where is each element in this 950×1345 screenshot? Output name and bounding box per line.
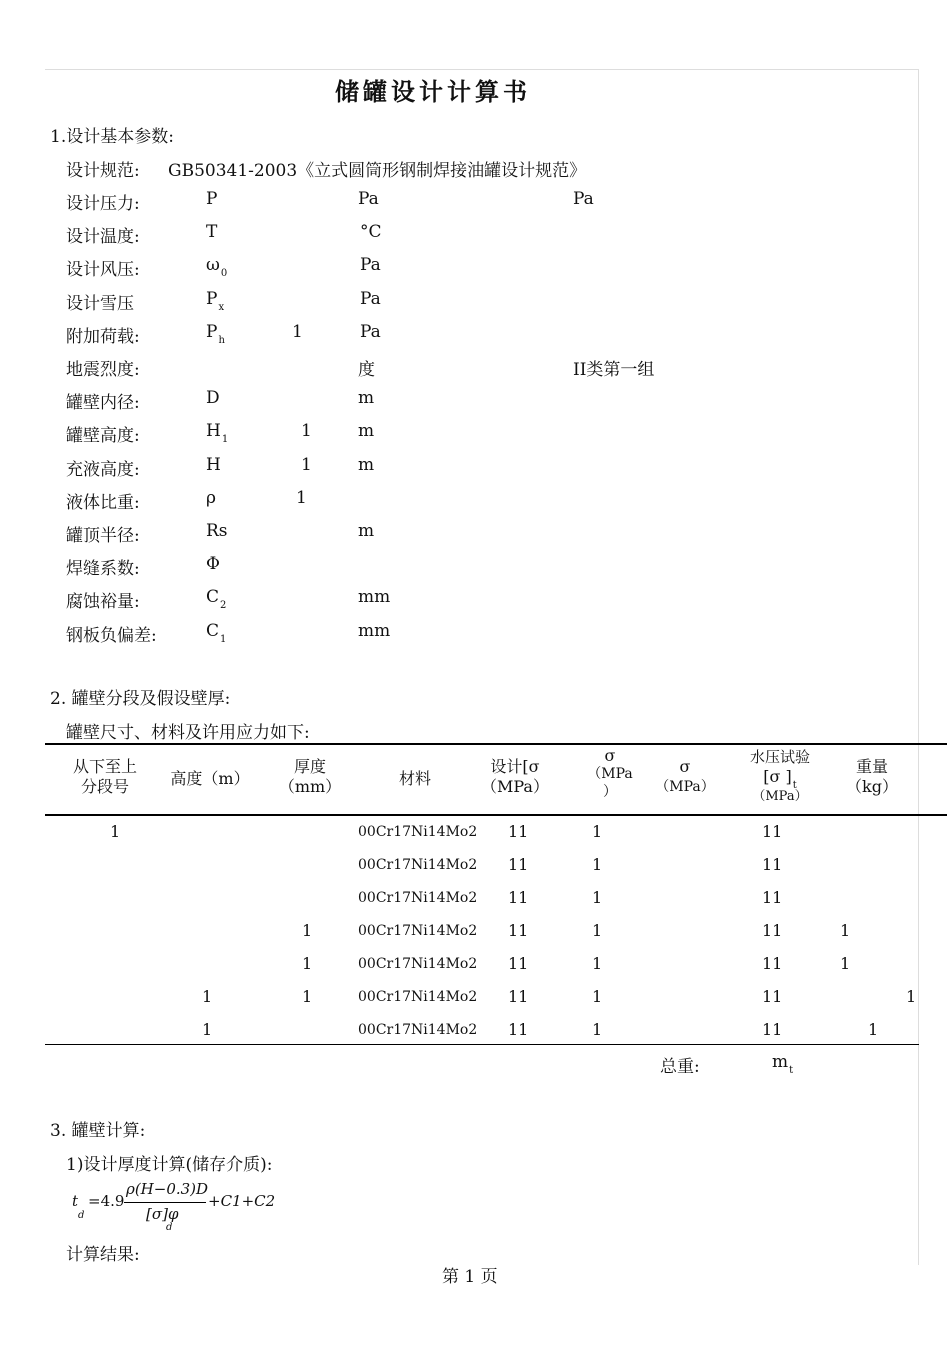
- param-symbol-text: C: [206, 621, 220, 641]
- param-symbol: [206, 455, 222, 475]
- col-design-stress-line1: 设计[σ: [490, 757, 540, 776]
- section1-heading: 1.设计基本参数:: [50, 127, 174, 147]
- cell-mat: 00Cr17Ni14Mo2: [358, 890, 478, 906]
- formula-denominator: [σ]: [146, 1205, 168, 1223]
- param-symbol-text: ρ: [206, 488, 216, 508]
- param-symbol-sub: 1: [221, 434, 229, 445]
- col-sigma2-line2: （MPa）: [655, 779, 715, 795]
- param-symbol: [206, 488, 217, 508]
- param-label: 附加荷载:: [66, 327, 140, 347]
- param-symbol: [206, 554, 221, 574]
- formula-numerator: ρ(H−0.3)D: [126, 1180, 209, 1198]
- col-test-stress-line1: 水压试验: [749, 748, 810, 766]
- total-weight-sub: t: [789, 1065, 794, 1076]
- cell-design: 11: [508, 855, 529, 874]
- col-material: 材料: [398, 769, 431, 788]
- formula-den-sub: d: [166, 1222, 173, 1233]
- param-extra: II类第一组: [573, 360, 655, 380]
- param-symbol: [206, 255, 228, 279]
- param-symbol-text: ω: [206, 255, 220, 275]
- page-title: 储罐设计计算书: [335, 77, 531, 106]
- section2-intro: 罐壁尺寸、材料及许用应力如下:: [66, 723, 310, 743]
- col-test-stress-sub: t: [792, 780, 797, 791]
- cell-test: 11: [762, 954, 783, 973]
- cell-test: 11: [762, 1020, 783, 1039]
- col-height: 高度（m）: [170, 769, 250, 788]
- col-test-stress-line3: （MPa）: [752, 789, 808, 804]
- total-weight-sym: m: [772, 1052, 789, 1072]
- param-symbol: [206, 189, 218, 209]
- param-unit: 度: [358, 360, 375, 380]
- cell-design: 11: [508, 822, 529, 841]
- cell-test: 11: [762, 921, 783, 940]
- param-label: 地震烈度:: [66, 360, 140, 380]
- param-value: 1: [296, 488, 307, 508]
- param-unit: mm: [358, 587, 391, 607]
- param-symbol-text: C: [206, 587, 220, 607]
- param-symbol: [206, 222, 218, 242]
- param-symbol-text: T: [206, 222, 218, 242]
- cell-w1: 1: [840, 921, 851, 940]
- section3-heading: 3. 罐壁计算:: [50, 1121, 146, 1141]
- cell-mat: 00Cr17Ni14Mo2: [358, 824, 478, 840]
- param-label: 充液高度:: [66, 460, 140, 480]
- formula-den-tail: φ: [167, 1205, 179, 1223]
- cell-w2: 1: [868, 1020, 879, 1039]
- cell-seg: 1: [110, 822, 121, 841]
- col-sigma1-line3: ）: [603, 784, 617, 800]
- param-label: 设计风压:: [66, 260, 140, 280]
- param-symbol: [206, 587, 227, 611]
- total-weight-symbol: [772, 1052, 794, 1076]
- param-symbol-sub: x: [218, 302, 225, 313]
- col-segment-line1: 从下至上: [72, 757, 137, 776]
- param-extra: Pa: [573, 189, 594, 209]
- param-label: 罐壁内径:: [66, 393, 140, 413]
- param-label: 设计雪压: [66, 294, 134, 314]
- param-label: 设计压力:: [66, 194, 140, 214]
- cell-s1: 1: [592, 954, 603, 973]
- cell-height: 1: [202, 987, 213, 1006]
- section3-sub1: 1)设计厚度计算(储存介质):: [66, 1155, 273, 1175]
- param-unit: mm: [358, 621, 391, 641]
- formula-tail: +C1+C2: [208, 1192, 276, 1210]
- cell-test: 11: [762, 822, 783, 841]
- cell-height: 1: [202, 1020, 213, 1039]
- page-footer: 第 1 页: [442, 1267, 498, 1287]
- col-thickness-line2: （mm）: [278, 777, 342, 796]
- param-symbol-sub: 1: [220, 634, 227, 645]
- cell-thick: 1: [302, 921, 313, 940]
- col-design-stress-line2: （MPa）: [481, 777, 549, 796]
- cell-design: 11: [508, 921, 529, 940]
- param-unit: m: [358, 455, 375, 475]
- param-label: 罐壁高度:: [66, 426, 140, 446]
- cell-mat: 00Cr17Ni14Mo2: [358, 1022, 478, 1038]
- cell-mat: 00Cr17Ni14Mo2: [358, 923, 478, 939]
- param-symbol: [206, 355, 207, 375]
- param-symbol-text: D: [206, 388, 220, 408]
- param-symbol-text: Φ: [206, 554, 220, 574]
- param-symbol: [206, 521, 229, 541]
- cell-design: 11: [508, 1020, 529, 1039]
- param-symbol-sub: h: [218, 335, 225, 346]
- param-symbol: [206, 621, 227, 645]
- formula-eq: =4.9: [88, 1192, 125, 1210]
- cell-s1: 1: [592, 1020, 603, 1039]
- col-segment-line2: 分段号: [80, 777, 129, 796]
- param-symbol-text: Rs: [206, 521, 228, 541]
- cell-design: 11: [508, 987, 529, 1006]
- param-symbol: [206, 421, 229, 445]
- param-symbol: [206, 388, 221, 408]
- cell-design: 11: [508, 954, 529, 973]
- cell-test: 11: [762, 855, 783, 874]
- cell-s1: 1: [592, 855, 603, 874]
- param-label: 设计温度:: [66, 227, 140, 247]
- total-weight-label: 总重:: [660, 1057, 700, 1077]
- col-thickness-line1: 厚度: [293, 757, 326, 776]
- param-label: 罐顶半径:: [66, 526, 140, 546]
- param-unit: Pa: [358, 189, 379, 209]
- param-symbol-sub: 0: [220, 268, 228, 279]
- cell-mat: 00Cr17Ni14Mo2: [358, 956, 478, 972]
- param-symbol: [206, 289, 225, 313]
- param-unit: m: [358, 388, 375, 408]
- param-unit: Pa: [360, 255, 381, 275]
- param-value: 1: [301, 455, 312, 475]
- section2-heading: 2. 罐壁分段及假设壁厚:: [50, 689, 231, 709]
- cell-mat: 00Cr17Ni14Mo2: [358, 989, 478, 1005]
- cell-thick: 1: [302, 954, 313, 973]
- param-label: 焊缝系数:: [66, 559, 140, 579]
- cell-mat: 00Cr17Ni14Mo2: [358, 857, 478, 873]
- col-sigma2-line1: σ: [679, 757, 691, 776]
- cell-w2: 1: [906, 987, 917, 1006]
- formula-lhs-sub: d: [78, 1210, 85, 1221]
- cell-w1: 1: [840, 954, 851, 973]
- param-unit: m: [358, 421, 375, 441]
- cell-s1: 1: [592, 888, 603, 907]
- cell-s1: 1: [592, 921, 603, 940]
- cell-thick: 1: [302, 987, 313, 1006]
- param-unit: °C: [360, 222, 382, 242]
- param-unit: Pa: [360, 322, 381, 342]
- cell-s1: 1: [592, 987, 603, 1006]
- col-weight-line1: 重量: [855, 757, 888, 776]
- param-label: 液体比重:: [66, 493, 140, 513]
- design-code-label: 设计规范:: [66, 161, 140, 181]
- param-symbol-text: P: [206, 189, 218, 209]
- result-label: 计算结果:: [66, 1245, 140, 1265]
- formula-lhs: t: [72, 1192, 79, 1210]
- param-label: 腐蚀裕量:: [66, 592, 140, 612]
- col-test-stress-line2: [σ ]: [763, 767, 792, 786]
- col-weight-line2: （kg）: [846, 777, 898, 796]
- param-label: 钢板负偏差:: [66, 626, 157, 646]
- param-value: 1: [301, 421, 312, 441]
- param-symbol-text: P: [206, 322, 218, 342]
- param-value: 1: [292, 322, 303, 342]
- cell-test: 11: [762, 987, 783, 1006]
- param-symbol-sub: 2: [220, 600, 227, 611]
- param-unit: Pa: [360, 289, 381, 309]
- cell-test: 11: [762, 888, 783, 907]
- col-sigma1-line2: （MPa: [587, 766, 633, 782]
- param-symbol-text: P: [206, 289, 218, 309]
- col-sigma1-line1: σ: [604, 746, 616, 765]
- design-code-value: GB50341-2003《立式圆筒形钢制焊接油罐设计规范》: [168, 161, 587, 181]
- param-symbol: [206, 322, 225, 346]
- param-symbol-text: H: [206, 421, 221, 441]
- cell-design: 11: [508, 888, 529, 907]
- cell-s1: 1: [592, 822, 603, 841]
- param-symbol-text: H: [206, 455, 221, 475]
- param-unit: m: [358, 521, 375, 541]
